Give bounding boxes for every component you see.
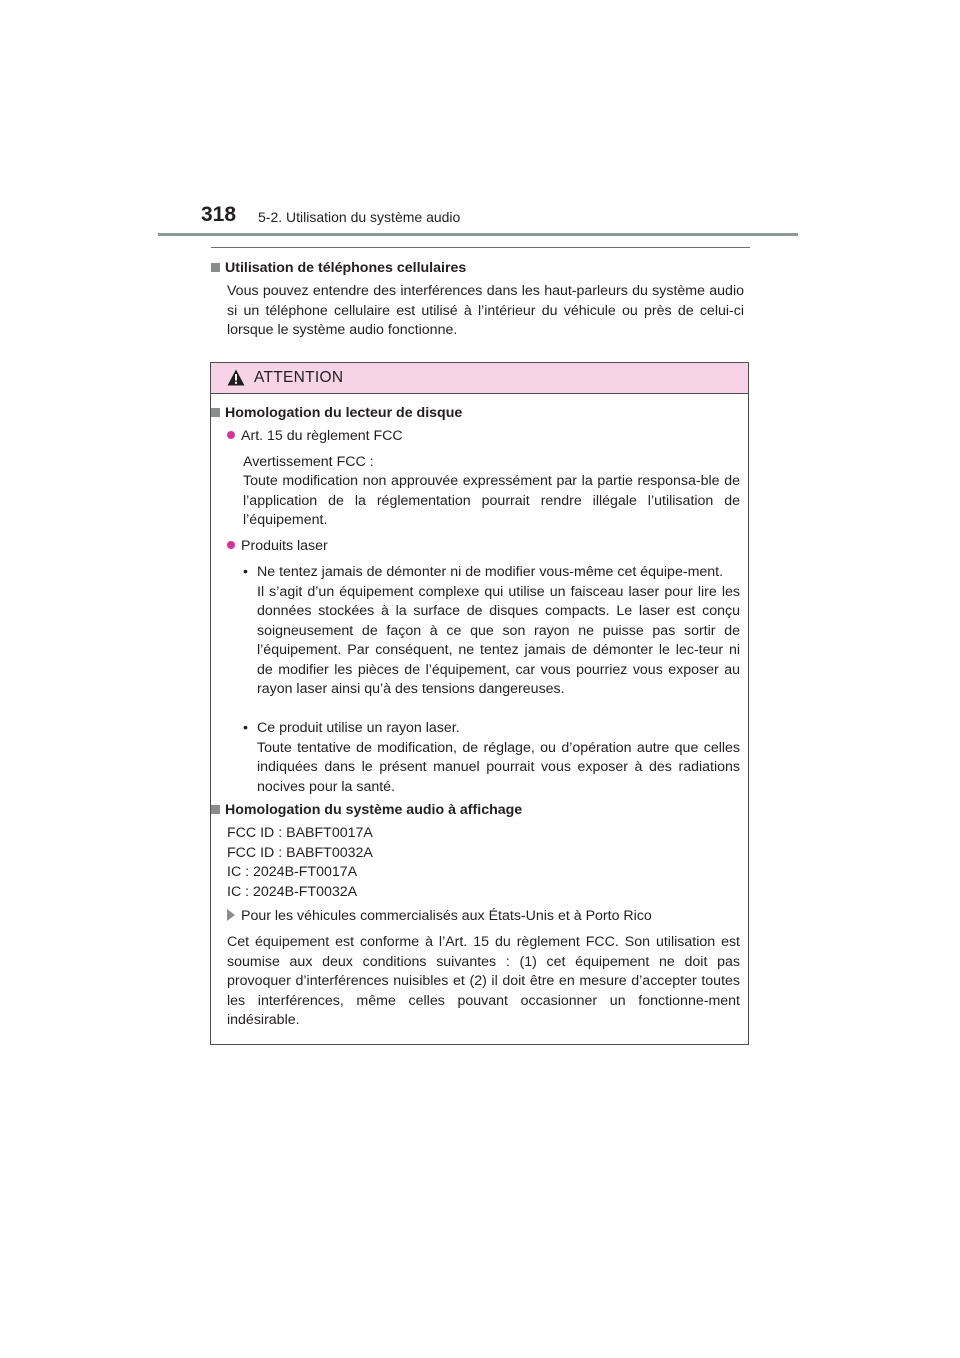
laser-bullet-2 [243,719,740,797]
compliance-paragraph: Cet équipement est conforme à l’Art. 15 du règlement FCC. Son utilisation est soumise aux deux conditions suivantes : (1) cet équipement ne doit pas provoquer d’interférences nuisibles et (2) il doit être en mesure d’accepter toutes les interférences, même celles pouvant occasionner un fonctionne-ment indésirable. [227,934,740,1028]
square-bullet-icon [211,408,220,417]
page-number: 318 [201,203,237,226]
region-note-text: Pour les véhicules commercialisés aux États-Unis et à Porto Rico [241,908,652,924]
fcc-warning-title: Avertissement FCC : [243,454,374,470]
warning-triangle-icon [227,369,245,386]
intro-heading [211,259,751,279]
arrow-right-icon [227,909,235,921]
bullet-point: • [243,564,248,580]
id-line: IC : 2024B-FT0017A [227,864,358,880]
attention-box [210,362,749,1045]
laser-bullet-1-detail: Il s’agit d’un équipement complexe qui utilise un faisceau laser pour lire les données stockées à la surface de disques compacts. Le laser est conçu soigneusement de façon à ce que son rayon ne puisse pas sortir de l’équipement. Par conséquent, ne tentez jamais de démonter le lec-teur ni de modifier les pièces de l’équipement, car vous pourriez vous exposer au rayon laser ainsi qu’à des tensions dangereuses. [257,583,740,697]
laser-bullet-2-detail: Toute tentative de modification, de réglage, ou d’opération autre que celles indiquées dans le présent manuel pourrait vous exposer à des radiations nocives pour la santé. [257,739,740,795]
audio-homologation-heading-text: Homologation du système audio à affichage [225,802,523,818]
fcc-item [227,427,737,447]
fcc-warning-text: Toute modification non approuvée expressément par la partie responsa-ble de l’application de la réglementation pourrait rendre illégale l’utilisation de l’équipement. [243,473,740,528]
laser-bullet-1-content [257,563,740,700]
laser-bullet-1 [243,563,740,700]
laser-bullet-2-text: Ce produit utilise un rayon laser. [257,720,460,736]
attention-title: ATTENTION [254,369,344,386]
laser-item-label: Produits laser [241,538,328,554]
id-line: FCC ID : BABFT0017A [227,825,373,841]
audio-homologation-heading [211,801,741,821]
square-bullet-icon [211,805,220,814]
id-line: FCC ID : BABFT0032A [227,844,373,861]
laser-bullet-2-content [257,719,740,797]
attention-header [211,363,748,394]
square-bullet-icon [211,263,220,272]
intro-paragraph: Vous pouvez entendre des interférences dans les haut-parleurs du système audio si un téléphone cellulaire est utilisé à l’intérieur du véhicule ou près de celui-ci lorsque le système audio fonctionne. [227,283,744,338]
header-rule [158,233,798,236]
bullet-dot-icon [227,541,235,549]
intro-heading-text: Utilisation de téléphones cellulaires [225,260,467,276]
laser-bullet-1-text: Ne tentez jamais de démonter ni de modifier vous-même cet équipe-ment. [257,564,724,580]
disc-homologation-heading-text: Homologation du lecteur de disque [225,405,463,421]
section-title: 5-2. Utilisation du système audio [258,209,461,225]
region-note [227,907,742,927]
laser-item [227,537,737,557]
bullet-point: • [243,720,248,736]
id-list [227,824,737,902]
disc-homologation-heading [211,404,741,424]
bullet-dot-icon [227,431,235,439]
section-divider [211,247,750,248]
fcc-item-label: Art. 15 du règlement FCC [241,428,403,444]
id-line: IC : 2024B-FT0032A [227,883,358,900]
